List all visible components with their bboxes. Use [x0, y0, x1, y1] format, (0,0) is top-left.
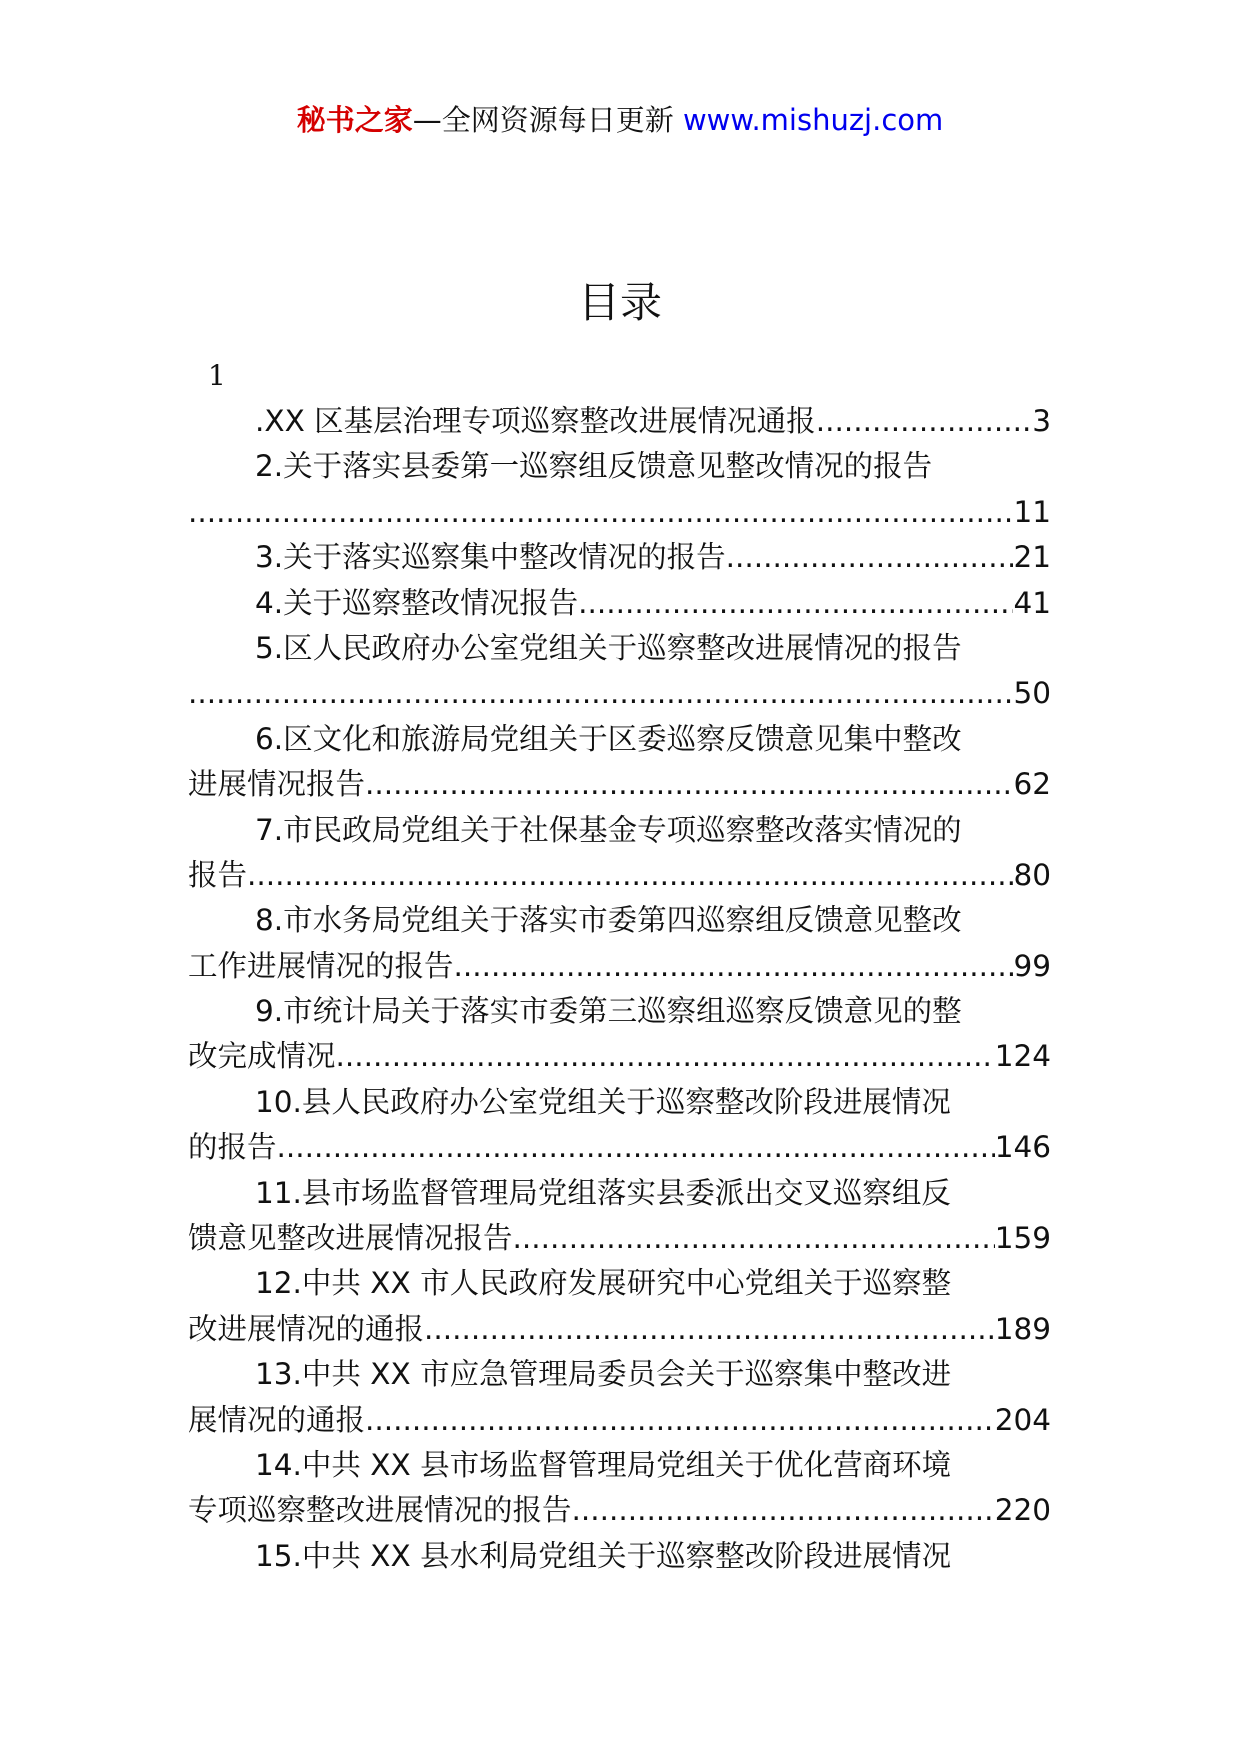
toc-entry-line[interactable] [188, 1443, 1051, 1488]
toc-entry-line[interactable] [188, 1534, 1051, 1579]
table-of-contents [188, 353, 1051, 1579]
toc-entry-title: 12.中共 XX 市人民政府发展研究中心党组关于巡察整 [255, 1266, 952, 1301]
toc-entry-title: 2.关于落实县委第一巡察组反馈意见整改情况的报告 [255, 449, 933, 484]
toc-entry-title: 改完成情况 [188, 1039, 336, 1074]
toc-page-number: 80 [1013, 857, 1051, 892]
toc-page-number: 62 [1013, 767, 1051, 802]
toc-entry-title: 展情况的通报 [188, 1402, 366, 1437]
list-marker: 1 [208, 359, 226, 392]
toc-entry-line[interactable] [188, 626, 1051, 671]
toc-entry-title: 改进展情况的通报 [188, 1311, 425, 1346]
dot-leader [726, 535, 1014, 580]
toc-page-number: 11 [1013, 494, 1051, 529]
toc-entry-title: 9.市统计局关于落实市委第三巡察组巡察反馈意见的整 [255, 994, 962, 1029]
toc-page-number: 220 [994, 1493, 1051, 1528]
site-header [0, 100, 1240, 140]
toc-entry-title: 10.县人民政府办公室党组关于巡察整改阶段进展情况 [255, 1084, 951, 1119]
toc-entry-line[interactable] [188, 717, 1051, 762]
dot-leader [365, 1398, 995, 1443]
toc-entry-line[interactable] [188, 581, 1051, 626]
toc-entry-line[interactable] [188, 898, 1051, 943]
toc-page-number: 3 [1032, 404, 1051, 438]
toc-page-number: 146 [994, 1130, 1051, 1165]
toc-entry-line[interactable] [188, 399, 1051, 444]
dot-leader [454, 944, 1014, 989]
toc-entry-line[interactable] [188, 1488, 1051, 1533]
toc-entry-line[interactable] [188, 444, 1051, 489]
toc-entry-title: 8.市水务局党组关于落实市委第四巡察组反馈意见整改 [255, 903, 962, 938]
toc-entry-line[interactable] [188, 1216, 1051, 1261]
toc-entry-line[interactable] [188, 1352, 1051, 1397]
toc-page-number: 99 [1013, 948, 1051, 983]
toc-entry-line[interactable] [188, 1261, 1051, 1306]
toc-entry-title: 11.县市场监督管理局党组落实县委派出交叉巡察组反 [255, 1175, 951, 1210]
toc-entry-title: 3.关于落实巡察集中整改情况的报告 [255, 540, 726, 575]
dot-leader [816, 399, 1033, 444]
toc-entry-title: 报告 [188, 857, 248, 892]
toc-entry-line[interactable] [188, 1125, 1051, 1170]
toc-entry-line[interactable] [188, 853, 1051, 898]
dot-leader [572, 1488, 995, 1533]
dot-leader [513, 1216, 995, 1261]
toc-page-number: 204 [994, 1402, 1051, 1437]
toc-entry-title: .XX 区基层治理专项巡察整改进展情况通报 [255, 404, 816, 438]
toc-entry-line[interactable] [188, 671, 1051, 716]
brand-name: 秘书之家 [296, 103, 413, 137]
toc-entry-title: 进展情况报告 [188, 767, 366, 802]
dot-leader [424, 1307, 995, 1352]
toc-page-number: 124 [994, 1039, 1051, 1074]
dot-leader [247, 853, 1013, 898]
header-tagline: —全网资源每日更新 [412, 103, 674, 137]
toc-entry-title: 13.中共 XX 市应急管理局委员会关于巡察集中整改进 [255, 1357, 952, 1392]
toc-entry-title: 的报告 [188, 1130, 277, 1165]
toc-title: 目录 [577, 278, 662, 327]
toc-entry-line[interactable] [188, 1398, 1051, 1443]
toc-entry-line[interactable] [188, 1171, 1051, 1216]
toc-entry-line[interactable] [188, 490, 1051, 535]
toc-entry-title: 15.中共 XX 县水利局党组关于巡察整改阶段进展情况 [255, 1538, 952, 1573]
toc-entry-line[interactable] [188, 1034, 1051, 1079]
dot-leader [188, 490, 1013, 535]
toc-entry-title: 7.市民政局党组关于社保基金专项巡察整改落实情况的 [255, 812, 962, 847]
toc-entry-title: 4.关于巡察整改情况报告 [255, 585, 579, 620]
toc-entry-title: 6.区文化和旅游局党组关于区委巡察反馈意见集中整改 [255, 721, 962, 756]
toc-page-number: 21 [1013, 540, 1051, 575]
toc-entry-line[interactable] [188, 944, 1051, 989]
toc-page-number: 189 [994, 1311, 1051, 1346]
dot-leader [365, 762, 1013, 807]
toc-entry-title: 5.区人民政府办公室党组关于巡察整改进展情况的报告 [255, 630, 962, 665]
toc-page-number: 50 [1013, 676, 1051, 711]
dot-leader [578, 581, 1013, 626]
toc-entry-line[interactable] [188, 1080, 1051, 1125]
toc-entry-line[interactable] [188, 762, 1051, 807]
site-url-link[interactable]: www.mishuzj.com [682, 103, 944, 137]
toc-entry-title: 专项巡察整改进展情况的报告 [188, 1493, 572, 1528]
toc-entry-line[interactable] [188, 989, 1051, 1034]
dot-leader [336, 1034, 995, 1079]
toc-page-number: 41 [1013, 585, 1051, 620]
dot-leader [277, 1125, 995, 1170]
toc-entry-line[interactable] [188, 535, 1051, 580]
dot-leader [188, 671, 1013, 716]
toc-page-number: 159 [994, 1221, 1051, 1256]
toc-entry-title: 工作进展情况的报告 [188, 948, 454, 983]
toc-entry-line[interactable] [188, 808, 1051, 853]
toc-entry-title: 14.中共 XX 县市场监督管理局党组关于优化营商环境 [255, 1447, 952, 1482]
toc-entry-line[interactable] [188, 1307, 1051, 1352]
toc-entry-title: 馈意见整改进展情况报告 [188, 1221, 513, 1256]
